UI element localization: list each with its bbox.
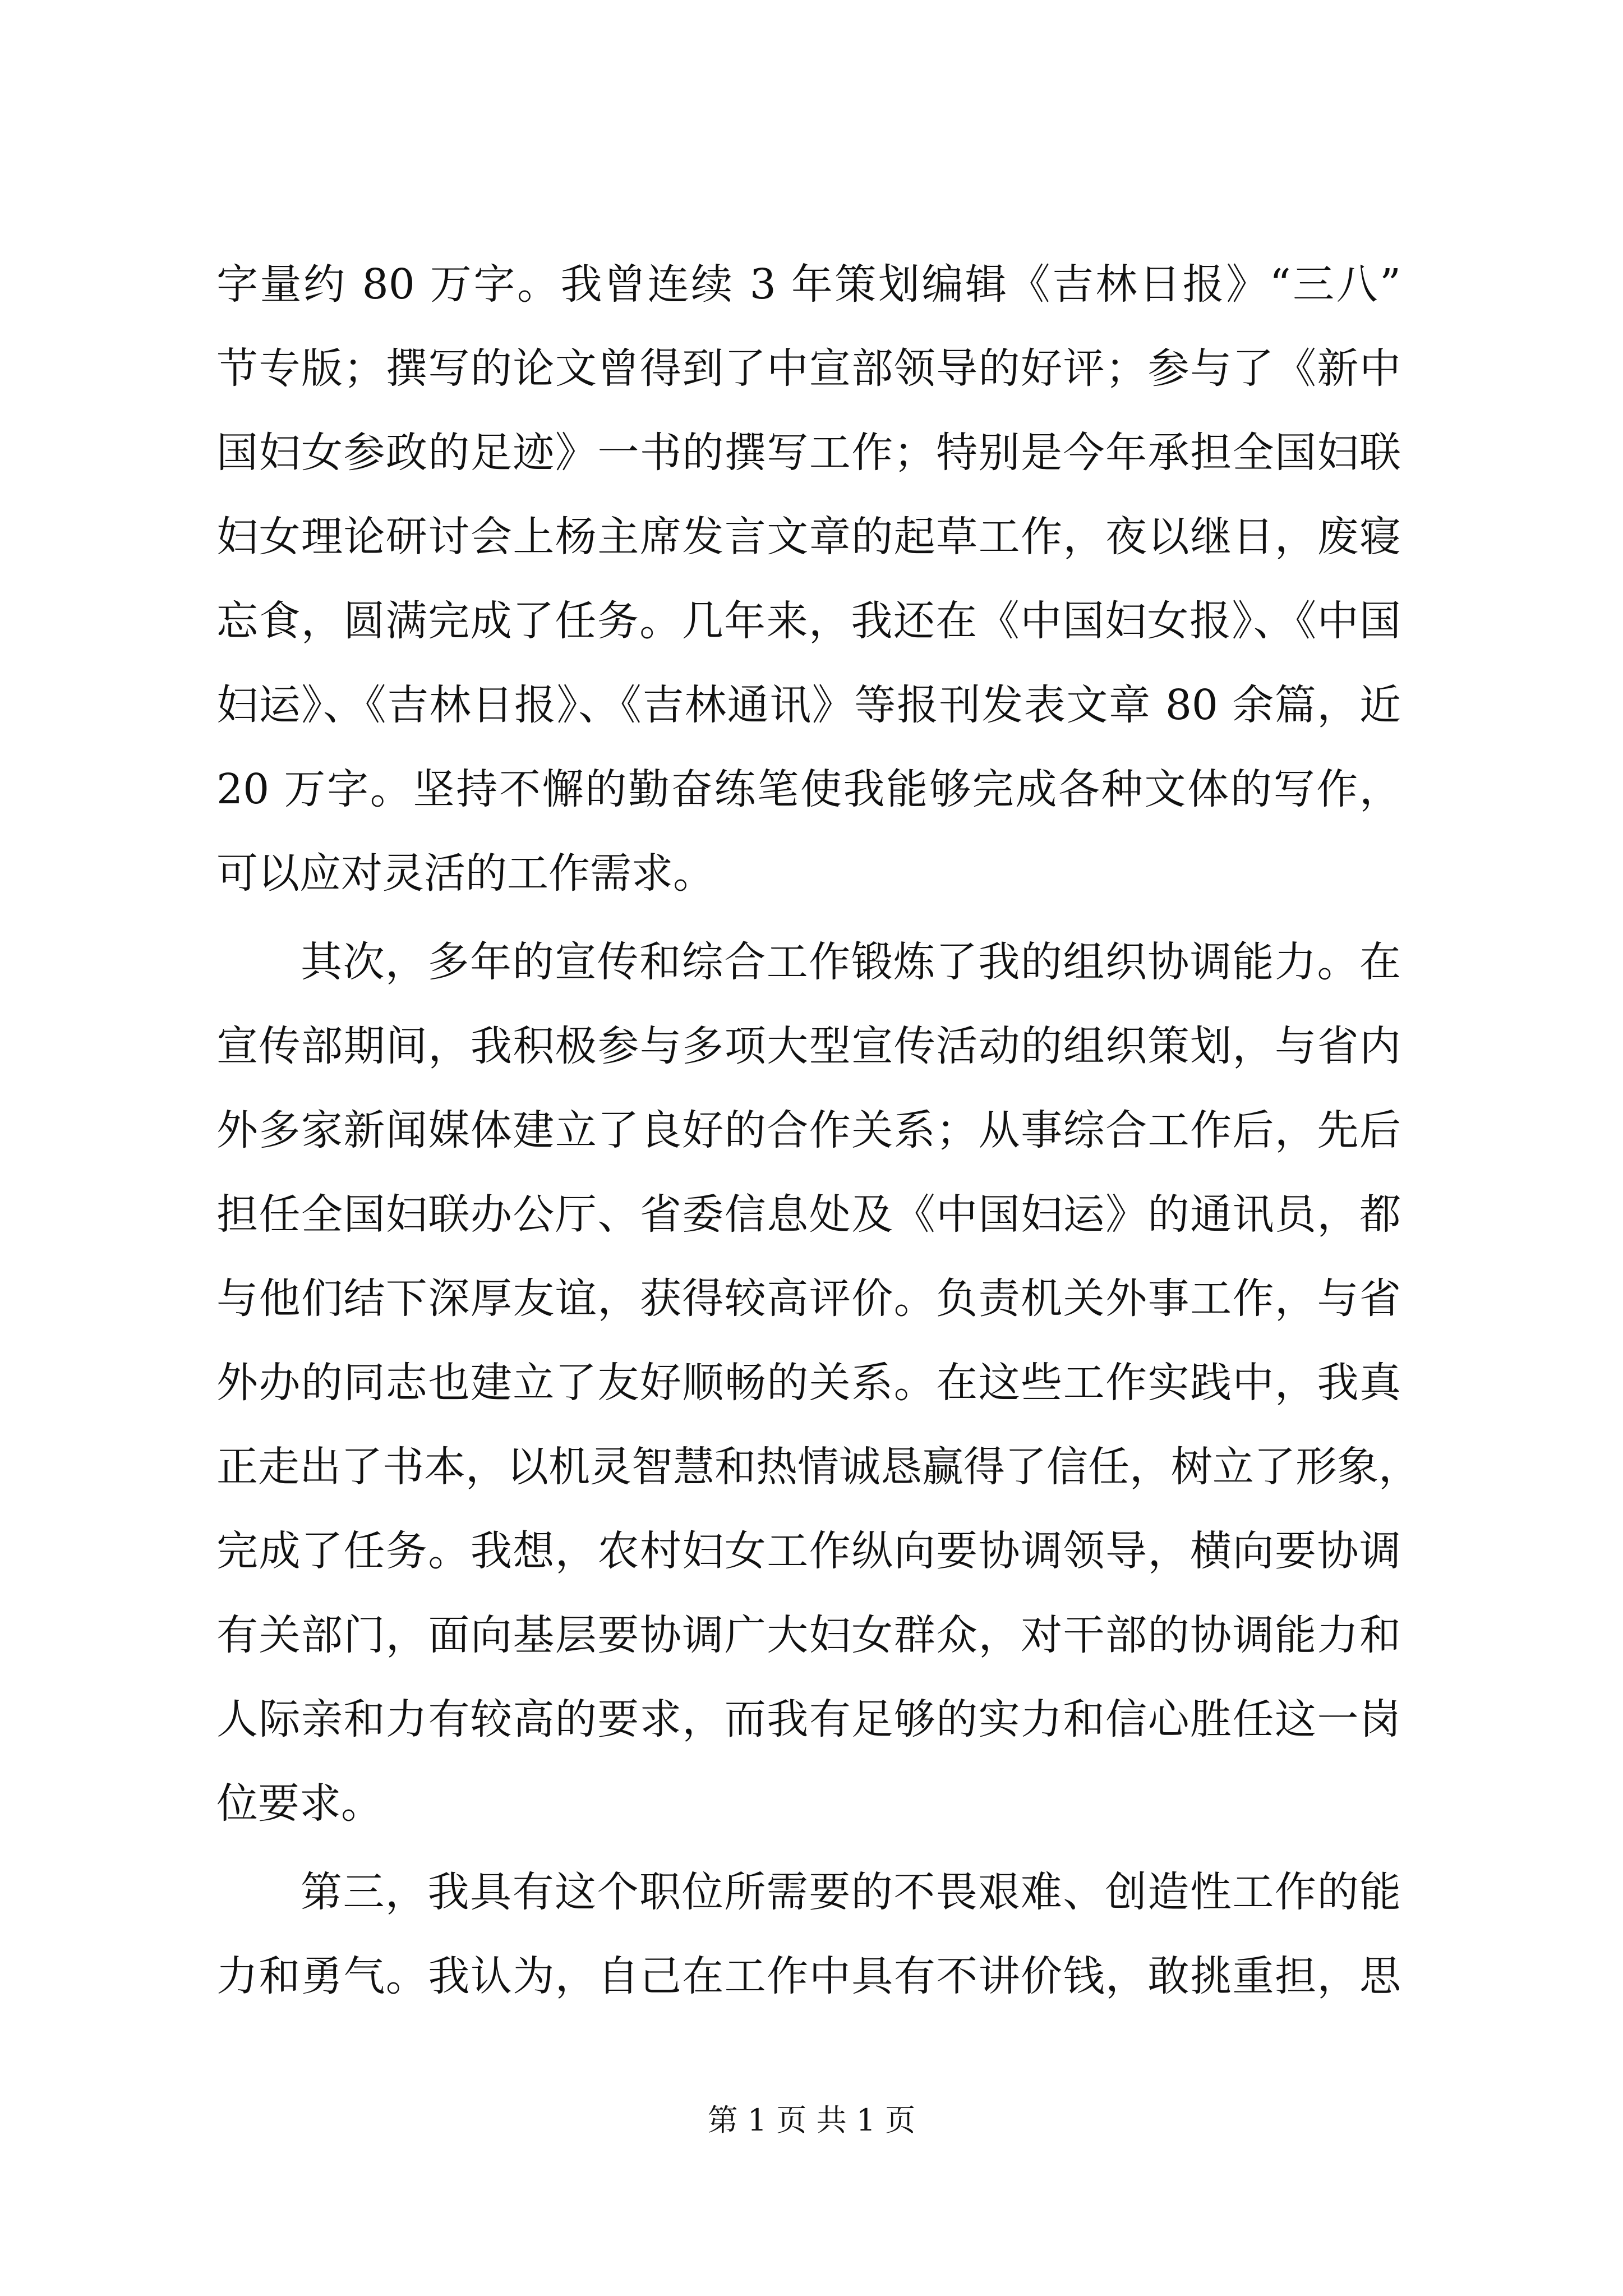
text-line: 国妇女参政的足迹》一书的撰写工作；特别是今年承担全国妇联 (216, 429, 1401, 477)
text-line: 完成了任务。我想，农村妇女工作纵向要协调领导，横向要协调 (216, 1527, 1401, 1575)
text-line: 可以应对灵活的工作需求。 (216, 849, 714, 898)
text-line: 外多家新闻媒体建立了良好的合作关系；从事综合工作后，先后 (216, 1106, 1401, 1154)
text-line: 人际亲和力有较高的要求，而我有足够的实力和信心胜任这一岗 (216, 1695, 1401, 1743)
text-line: 妇女理论研讨会上杨主席发言文章的起草工作，夜以继日，废寝 (216, 513, 1401, 561)
text-line: 与他们结下深厚友谊，获得较高评价。负责机关外事工作，与省 (216, 1274, 1401, 1323)
text-line: 忘食，圆满完成了任务。几年来，我还在《中国妇女报》、《中国 (216, 597, 1401, 645)
text-line: 20 万字。坚持不懈的勤奋练笔使我能够完成各种文体的写作， (216, 765, 1401, 813)
text-line: 节专版；撰写的论文曾得到了中宣部领导的好评；参与了《新中 (216, 344, 1401, 393)
text-line: 其次，多年的宣传和综合工作锻炼了我的组织协调能力。在 (301, 938, 1401, 986)
text-line: 外办的同志也建立了友好顺畅的关系。在这些工作实践中，我真 (216, 1359, 1401, 1407)
text-line: 字量约 80 万字。我曾连续 3 年策划编辑《吉林日报》“三八” (216, 260, 1401, 309)
text-line: 宣传部期间，我积极参与多项大型宣传活动的组织策划，与省内 (216, 1022, 1401, 1070)
text-line: 力和勇气。我认为，自己在工作中具有不讲价钱，敢挑重担，思 (216, 1952, 1401, 2000)
text-line: 正走出了书本，以机灵智慧和热情诚恳赢得了信任，树立了形象， (216, 1443, 1420, 1491)
text-line: 担任全国妇联办公厅、省委信息处及《中国妇运》的通讯员，都 (216, 1190, 1401, 1239)
text-line: 位要求。 (216, 1779, 382, 1828)
text-line: 第三，我具有这个职位所需要的不畏艰难、创造性工作的能 (301, 1868, 1401, 1916)
page-number-footer: 第 1 页 共 1 页 (707, 2102, 916, 2138)
text-line: 妇运》、《吉林日报》、《吉林通讯》等报刊发表文章 80 余篇，近 (216, 681, 1401, 729)
text-line: 有关部门，面向基层要协调广大妇女群众，对干部的协调能力和 (216, 1611, 1401, 1659)
